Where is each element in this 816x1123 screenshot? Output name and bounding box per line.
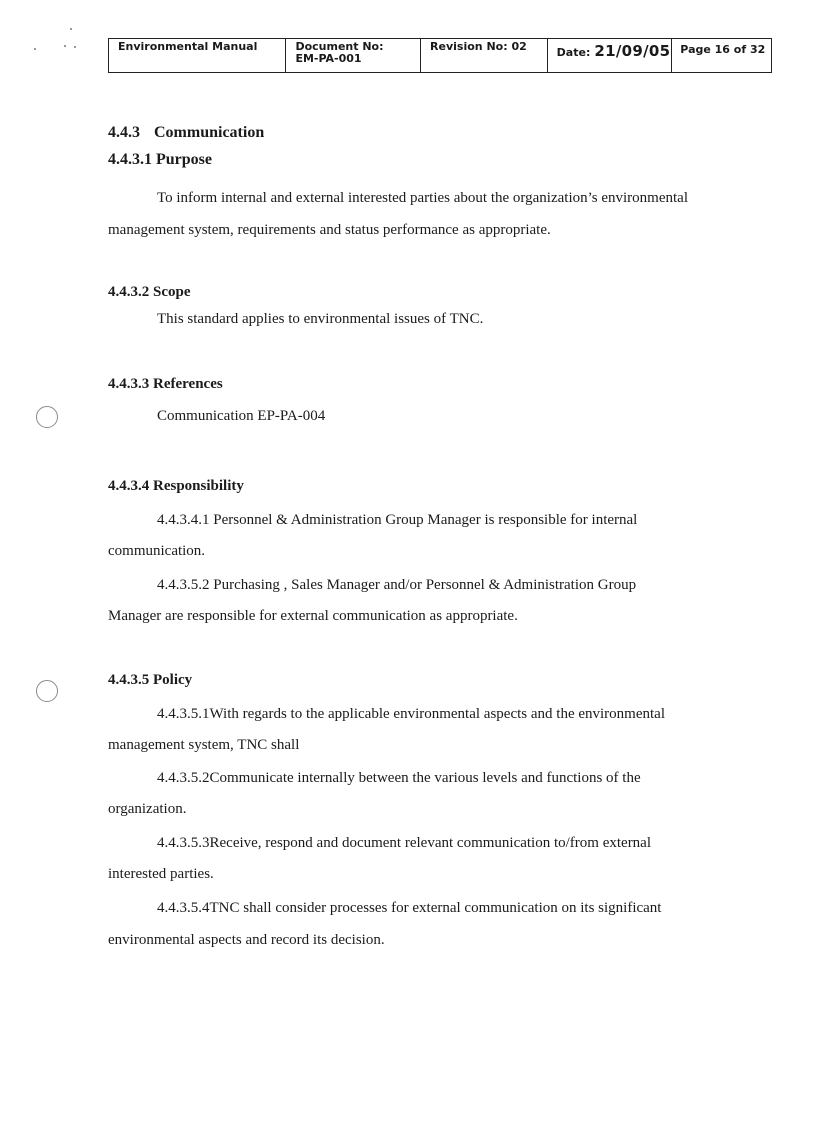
policy-item-1-line-2: management system, TNC shall: [108, 737, 300, 753]
policy-heading: 4.4.3.5 Policy: [108, 672, 193, 688]
policy-item-1-line-1: 4.4.3.5.1With regards to the applicable environmental aspects and the environmental: [157, 706, 665, 722]
policy-item-3-line-1: 4.4.3.5.3Receive, respond and document relevant communication to/from external: [157, 835, 652, 851]
purpose-text-line-2: management system, requirements and status performance as appropriate.: [108, 222, 551, 238]
policy-item-2-line-2: organization.: [108, 801, 187, 817]
references-text: Communication EP-PA-004: [157, 408, 326, 424]
policy-item-2-line-1: 4.4.3.5.2Communicate internally between the various levels and functions of the: [157, 770, 641, 786]
scan-speck: [64, 45, 66, 47]
responsibility-item-1-line-2: communication.: [108, 543, 206, 559]
manual-title: Environmental Manual: [118, 40, 258, 53]
purpose-heading: 4.4.3.1 Purpose: [108, 151, 212, 168]
header-revision-cell: [421, 39, 548, 72]
header-date-cell: [548, 39, 673, 72]
responsibility-item-2-line-2: Manager are responsible for external communication as appropriate.: [108, 608, 518, 624]
page-number: Page 16 of 32: [680, 43, 766, 56]
responsibility-item-1-line-1: 4.4.3.4.1 Personnel & Administration Group Manager is responsible for internal: [157, 512, 638, 528]
scan-speck: [74, 46, 76, 48]
section-title: Communication: [154, 124, 265, 141]
section-heading: [108, 124, 264, 142]
header-document-cell: [286, 39, 421, 72]
header-page-cell: [672, 39, 771, 72]
date-label: Date:: [556, 46, 591, 59]
responsibility-heading: 4.4.3.4 Responsibility: [108, 478, 244, 494]
scope-heading: 4.4.3.2 Scope: [108, 284, 191, 300]
document-header-table: [108, 38, 772, 73]
section-number: 4.4.3: [108, 124, 140, 141]
scope-text: This standard applies to environmental issues of TNC.: [157, 311, 484, 327]
revision-number: Revision No: 02: [430, 40, 527, 53]
document-number-value: EM-PA-001: [295, 52, 362, 65]
references-heading: 4.4.3.3 References: [108, 376, 223, 392]
scan-speck: [70, 28, 72, 30]
policy-item-4-line-1: 4.4.3.5.4TNC shall consider processes for external communication on its significant: [157, 900, 662, 916]
purpose-text-line-1: To inform internal and external interested parties about the organization’s environmental: [157, 190, 688, 206]
punch-hole-upper: [36, 406, 58, 428]
policy-item-3-line-2: interested parties.: [108, 866, 214, 882]
document-number-label: Document No:: [295, 40, 384, 53]
responsibility-item-2-line-1: 4.4.3.5.2 Purchasing , Sales Manager and/or Personnel & Administration Group: [157, 577, 637, 593]
date-value: 21/09/05: [594, 42, 671, 60]
header-manual-cell: [109, 39, 286, 72]
scan-speck: [34, 48, 36, 50]
policy-item-4-line-2: environmental aspects and record its decision.: [108, 932, 385, 948]
punch-hole-lower: [36, 680, 58, 702]
